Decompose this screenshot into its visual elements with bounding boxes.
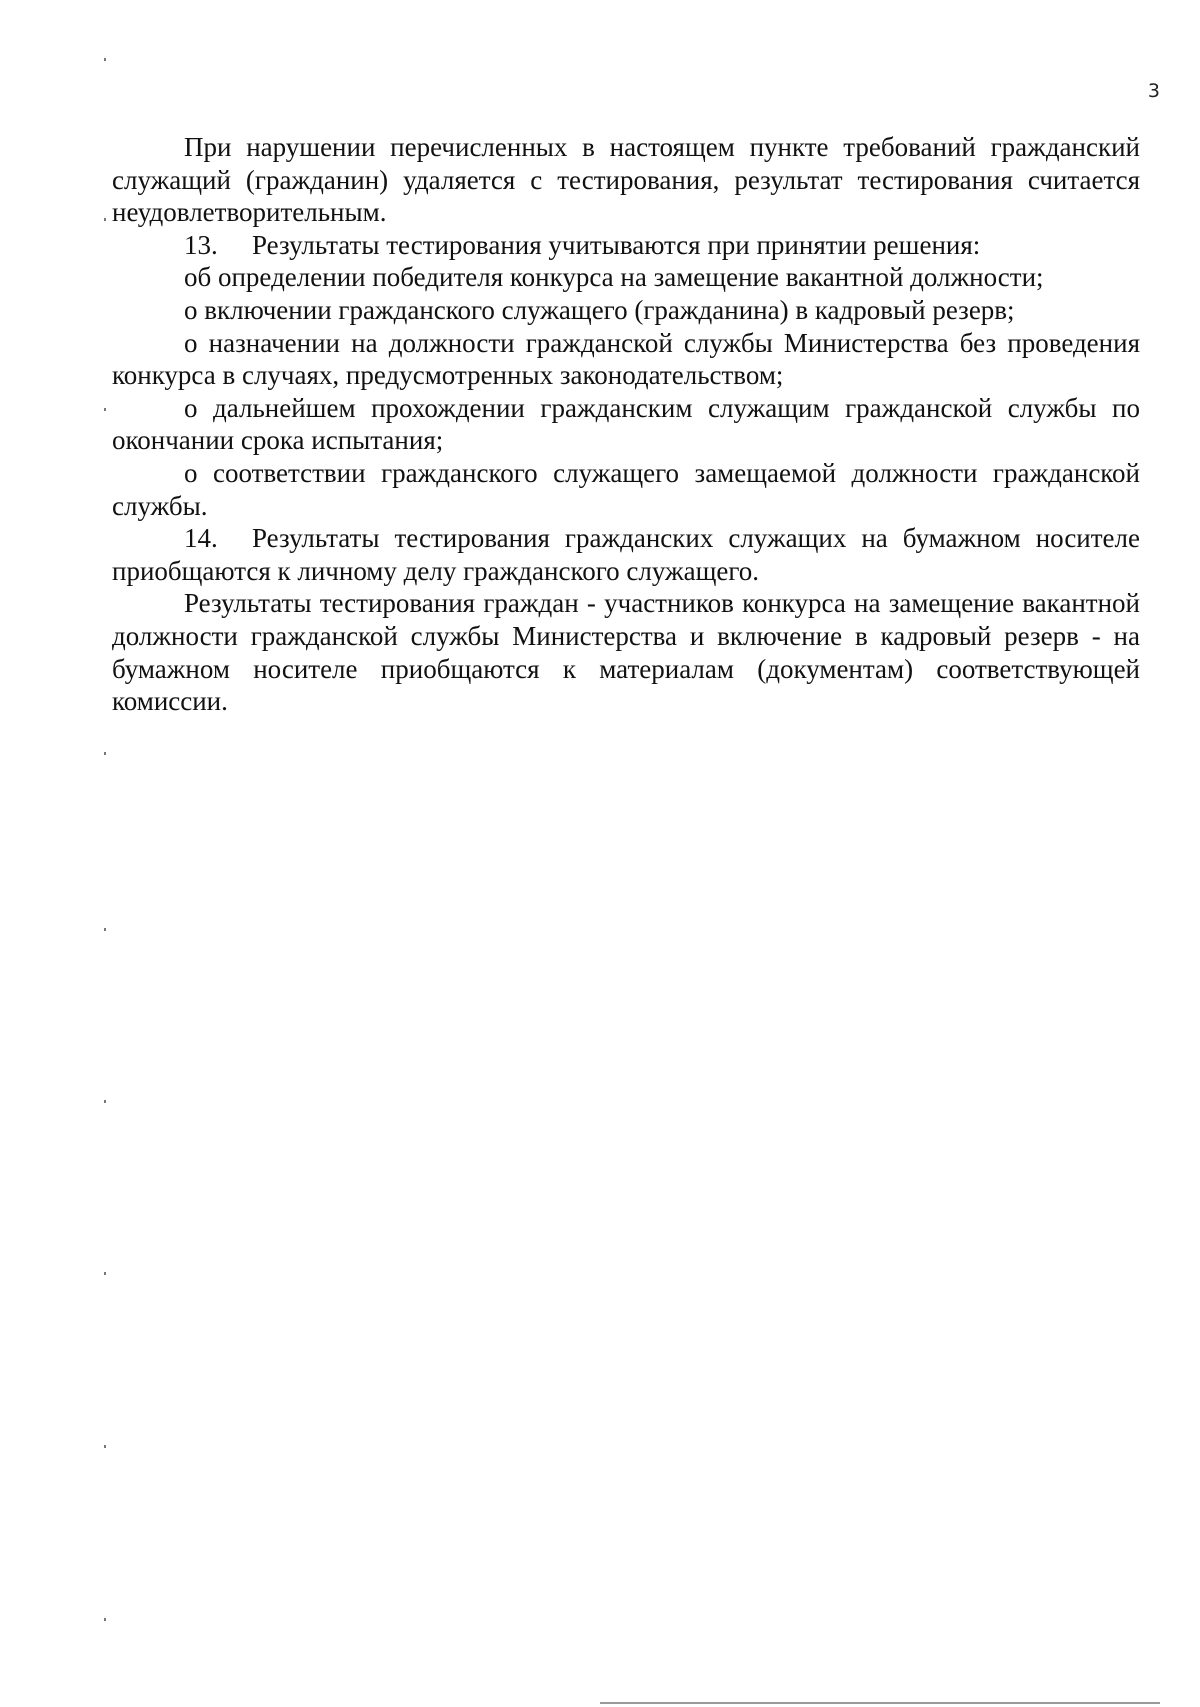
paragraph-14 [112,522,1140,587]
paragraph-14-text: Результаты тестирования гражданских служащих на бумажном носителе приобщаются к личному делу гражданского служащего. [112,523,1140,586]
scan-speck [104,408,106,411]
scan-speck [104,1445,106,1448]
paragraph-violation: При нарушении перечисленных в настоящем пункте требований гражданский служащий (гражданин) удаляется с тестирования, результат тестирования считается неудовлетворительным. [112,132,1140,228]
scan-speck [104,1272,106,1275]
decision-appointment: о назначении на должности гражданской службы Министерства без проведения конкурса в случаях, предусмотренных законодательством; [112,327,1140,391]
scan-speck [104,218,106,221]
document-body [112,131,1140,718]
paragraph-candidates-results: Результаты тестирования граждан - участников конкурса на замещение вакантной должности гражданской службы Министерства и включение в кадровый резерв - на бумажном носителе приобщаются к материалам (документам) соответствующей комиссии. [112,588,1140,717]
scan-speck [104,1618,106,1621]
scan-speck [104,752,106,755]
item-number-13: 13. [184,229,218,260]
page-number: 3 [1147,80,1160,102]
scan-edge-line [600,1702,1160,1704]
item-number-14: 14. [184,523,218,554]
decision-conformity: о соответствии гражданского служащего замещаемой должности гражданской службы. [112,457,1140,521]
scan-speck [104,58,106,61]
scan-speck [104,1100,106,1103]
paragraph-13 [112,229,1140,262]
decision-probation: о дальнейшем прохождении гражданским служащим гражданской службы по окончании срока испытания; [112,392,1140,456]
paragraph-13-text: Результаты тестирования учитываются при принятии решения: [252,229,981,260]
decision-reserve: о включении гражданского служащего (гражданина) в кадровый резерв; [184,294,1015,325]
decision-winner: об определении победителя конкурса на замещение вакантной должности; [184,262,1044,293]
scan-speck [104,928,106,931]
